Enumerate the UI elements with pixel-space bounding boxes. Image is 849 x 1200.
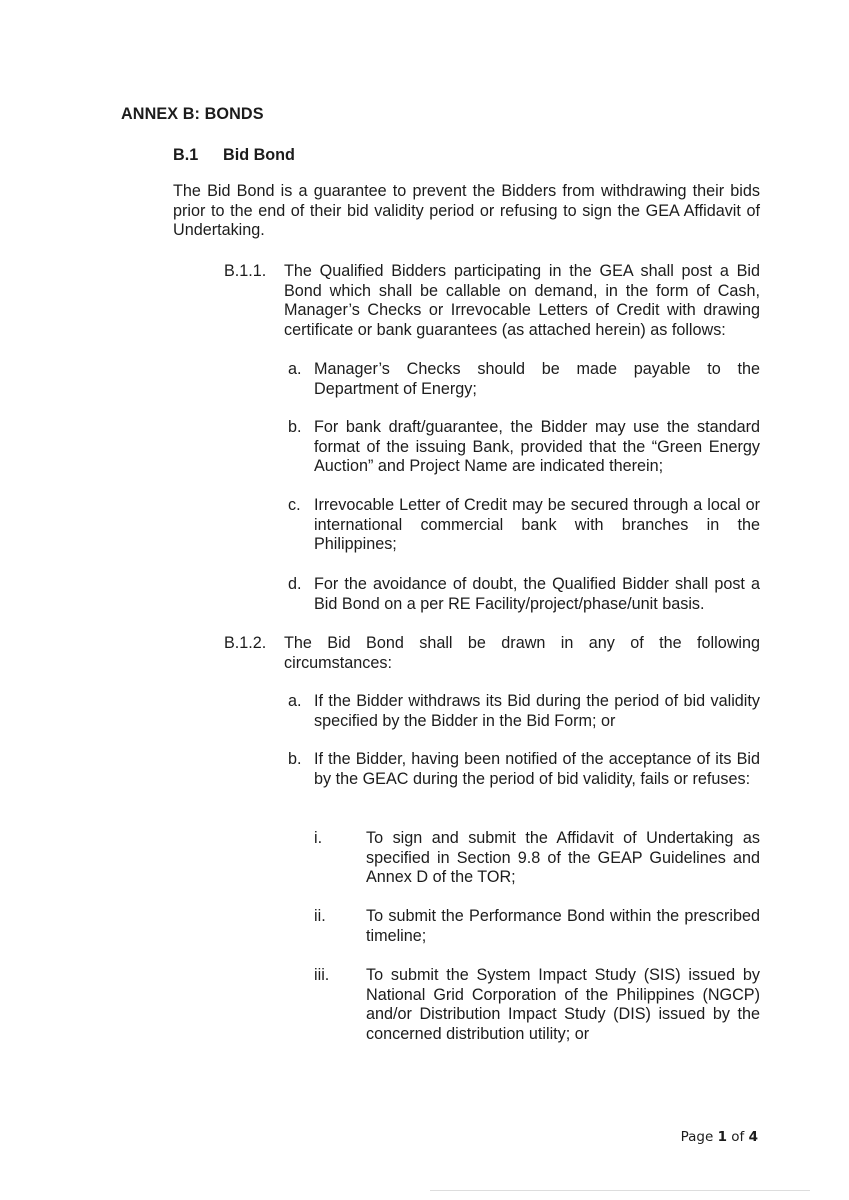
list-item-text: Irrevocable Letter of Credit may be secured through a local or international commercial bank with branches in the Philippines; [314,496,760,554]
annex-title: ANNEX B: BONDS [121,105,264,123]
list-item-text: For the avoidance of doubt, the Qualified Bidder shall post a Bid Bond on a per RE Facility/project/phase/unit basis. [314,575,760,613]
list-item-marker: b. [288,418,302,436]
clause-text-b112: The Bid Bond shall be drawn in any of the following circumstances: [284,634,760,672]
list-item-marker: a. [288,692,302,710]
of-label: of [731,1129,745,1145]
list-item-text: If the Bidder, having been notified of the acceptance of its Bid by the GEAC during the period of bid validity, fails or refuses: [314,750,760,788]
sub-item-text: To submit the System Impact Study (SIS) issued by National Grid Corporation of the Philippines (NGCP) and/or Distribution Impact Study (DIS) issued by the concerned distribution utility; or [366,966,760,1043]
clause-text-b111: The Qualified Bidders participating in the GEA shall post a Bid Bond which shall be callable on demand, in the form of Cash, Manager’s Checks or Irrevocable Letters of Credit with drawing certificate or bank guarantees (as attached herein) as follows: [284,262,760,339]
sub-item-marker: i. [314,829,323,847]
list-item-marker: a. [288,360,302,378]
section-intro-paragraph: The Bid Bond is a guarantee to prevent the Bidders from withdrawing their bids prior to the end of their bid validity period or refusing to sign the GEA Affidavit of Undertaking. [173,182,760,240]
sub-item-text: To sign and submit the Affidavit of Undertaking as specified in Section 9.8 of the GEAP Guidelines and Annex D of the TOR; [366,829,760,887]
list-item-text: For bank draft/guarantee, the Bidder may use the standard format of the issuing Bank, provided that the “Green Energy Auction” and Project Name are indicated therein; [314,418,760,476]
list-item-text: Manager’s Checks should be made payable to the Department of Energy; [314,360,760,398]
clause-number-b111: B.1.1. [224,262,267,280]
clause-number-b112: B.1.2. [224,634,267,652]
page-footer [681,1128,758,1148]
list-item-marker: b. [288,750,302,768]
page-label: Page [680,1129,714,1145]
sub-item-marker: ii. [314,907,326,925]
sub-item-marker: iii. [314,966,330,984]
page-total: 4 [748,1129,758,1145]
sub-item-text: To submit the Performance Bond within the prescribed timeline; [366,907,760,945]
list-item-marker: d. [288,575,302,593]
list-item-marker: c. [288,496,301,514]
section-number: B.1 [173,146,199,164]
page-number: 1 [717,1129,727,1145]
list-item-text: If the Bidder withdraws its Bid during the period of bid validity specified by the Bidder in the Bid Form; or [314,692,760,730]
bottom-edge-line [430,1190,810,1191]
section-title: Bid Bond [223,146,295,164]
